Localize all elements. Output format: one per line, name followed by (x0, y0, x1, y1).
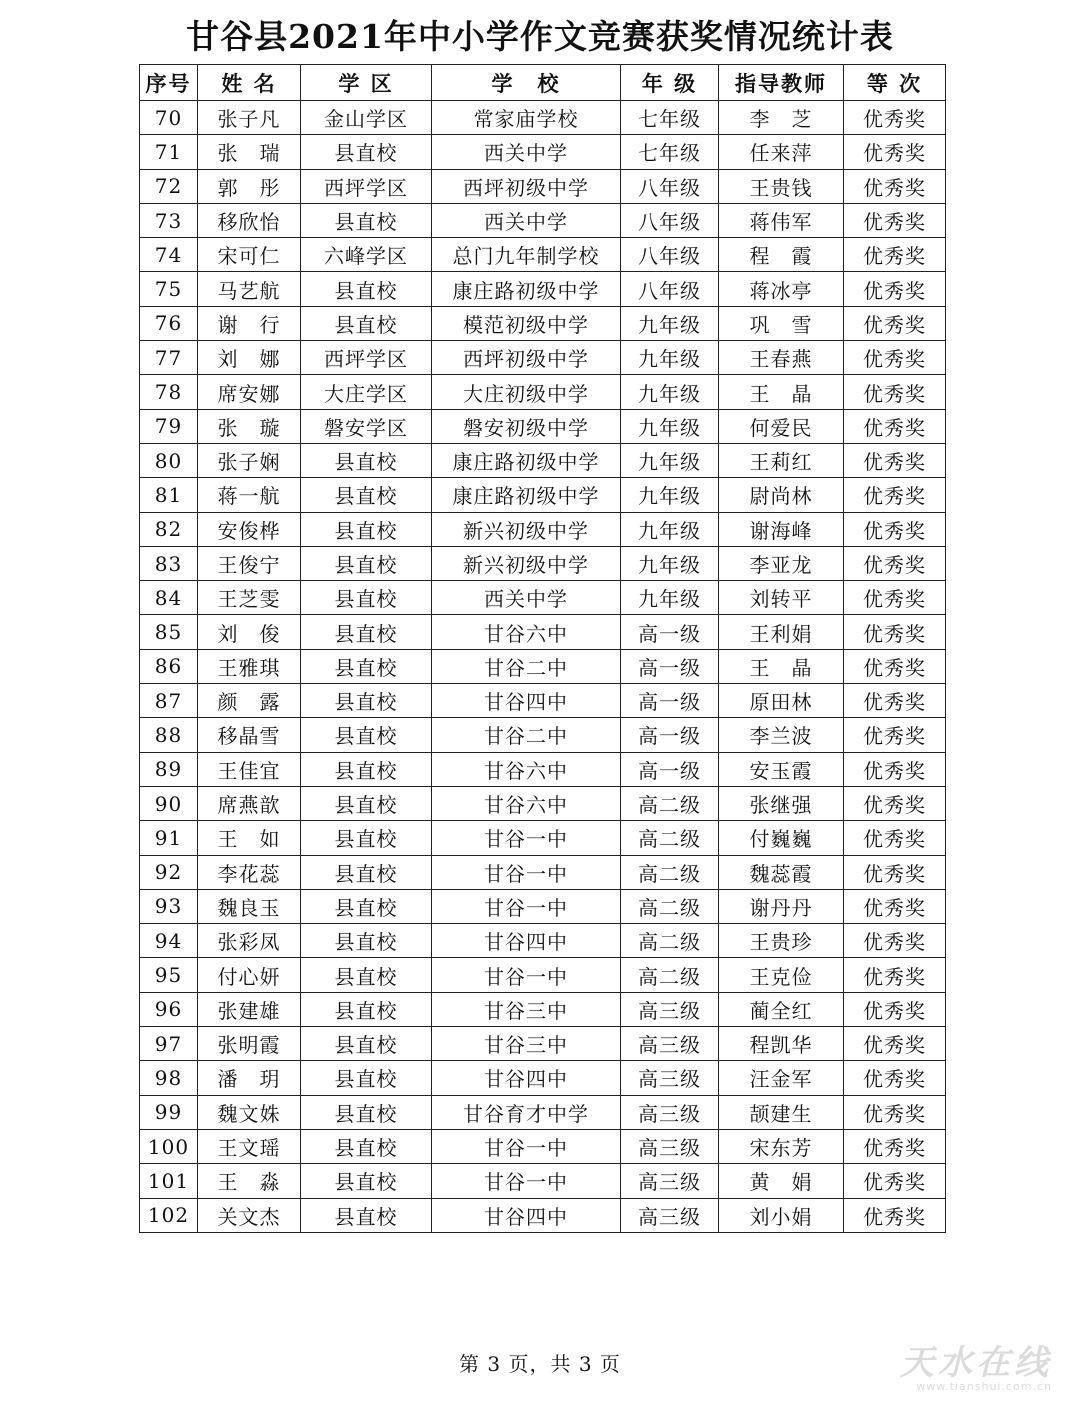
table-row (140, 306, 946, 340)
cell-district: 县直校 (301, 135, 432, 169)
cell-name: 王俊宁 (198, 546, 301, 580)
cell-district: 县直校 (301, 1198, 432, 1232)
cell-index: 98 (140, 1061, 198, 1095)
cell-grade: 高一级 (621, 684, 719, 718)
table-row (140, 238, 946, 272)
page-title: 甘谷县2021年中小学作文竞赛获奖情况统计表 (186, 17, 894, 56)
cell-index: 96 (140, 992, 198, 1026)
cell-grade: 高一级 (621, 615, 719, 649)
cell-index: 90 (140, 786, 198, 820)
cell-index: 85 (140, 615, 198, 649)
cell-school: 甘谷三中 (432, 1027, 621, 1061)
cell-award: 优秀奖 (844, 341, 946, 375)
cell-name: 马艺航 (198, 272, 301, 306)
cell-teacher: 安玉霞 (719, 752, 844, 786)
cell-grade: 九年级 (621, 341, 719, 375)
cell-teacher: 王春燕 (719, 341, 844, 375)
table-row (140, 409, 946, 443)
table-header-row (140, 65, 946, 101)
table-row (140, 375, 946, 409)
cell-district: 县直校 (301, 684, 432, 718)
cell-grade: 八年级 (621, 203, 719, 237)
cell-index: 72 (140, 169, 198, 203)
cell-teacher: 李亚龙 (719, 546, 844, 580)
cell-school: 甘谷一中 (432, 889, 621, 923)
cell-district: 县直校 (301, 1061, 432, 1095)
cell-index: 102 (140, 1198, 198, 1232)
cell-name: 王文瑶 (198, 1129, 301, 1163)
cell-district: 县直校 (301, 581, 432, 615)
cell-district: 西坪学区 (301, 341, 432, 375)
cell-teacher: 原田林 (719, 684, 844, 718)
cell-award: 优秀奖 (844, 1095, 946, 1129)
cell-grade: 高三级 (621, 1095, 719, 1129)
cell-teacher: 黄 娟 (719, 1164, 844, 1198)
cell-name: 刘 娜 (198, 341, 301, 375)
cell-school: 甘谷六中 (432, 615, 621, 649)
cell-district: 县直校 (301, 649, 432, 683)
cell-index: 70 (140, 101, 198, 135)
cell-grade: 高一级 (621, 718, 719, 752)
page-footer: 第 3 页，共 3 页 (459, 1352, 621, 1376)
cell-district: 县直校 (301, 992, 432, 1026)
cell-district: 县直校 (301, 512, 432, 546)
cell-teacher: 蒋冰亭 (719, 272, 844, 306)
cell-grade: 九年级 (621, 375, 719, 409)
cell-school: 新兴初级中学 (432, 546, 621, 580)
cell-district: 县直校 (301, 924, 432, 958)
cell-name: 张彩凤 (198, 924, 301, 958)
table-row (140, 272, 946, 306)
cell-school: 甘谷一中 (432, 958, 621, 992)
cell-award: 优秀奖 (844, 786, 946, 820)
cell-name: 张 璇 (198, 409, 301, 443)
cell-name: 王佳宜 (198, 752, 301, 786)
cell-school: 甘谷二中 (432, 649, 621, 683)
cell-award: 优秀奖 (844, 409, 946, 443)
watermark-text: 天水在线 (900, 1343, 1052, 1383)
table-row (140, 512, 946, 546)
cell-award: 优秀奖 (844, 752, 946, 786)
cell-teacher: 任来萍 (719, 135, 844, 169)
cell-name: 张明霞 (198, 1027, 301, 1061)
cell-grade: 九年级 (621, 546, 719, 580)
cell-teacher: 王 晶 (719, 649, 844, 683)
cell-index: 75 (140, 272, 198, 306)
cell-school: 常家庙学校 (432, 101, 621, 135)
cell-school: 模范初级中学 (432, 306, 621, 340)
cell-name: 王 淼 (198, 1164, 301, 1198)
cell-district: 县直校 (301, 443, 432, 477)
cell-award: 优秀奖 (844, 1164, 946, 1198)
cell-teacher: 王莉红 (719, 443, 844, 477)
cell-award: 优秀奖 (844, 889, 946, 923)
cell-name: 移欣怡 (198, 203, 301, 237)
cell-name: 谢 行 (198, 306, 301, 340)
cell-district: 县直校 (301, 546, 432, 580)
cell-index: 100 (140, 1129, 198, 1163)
cell-district: 县直校 (301, 1027, 432, 1061)
cell-grade: 九年级 (621, 581, 719, 615)
cell-index: 81 (140, 478, 198, 512)
cell-index: 89 (140, 752, 198, 786)
cell-award: 优秀奖 (844, 992, 946, 1026)
cell-name: 席燕歆 (198, 786, 301, 820)
cell-school: 新兴初级中学 (432, 512, 621, 546)
cell-award: 优秀奖 (844, 924, 946, 958)
cell-grade: 九年级 (621, 306, 719, 340)
cell-district: 六峰学区 (301, 238, 432, 272)
cell-award: 优秀奖 (844, 101, 946, 135)
watermark-url: www.tianshui.com.cn (916, 1380, 1052, 1393)
cell-school: 西关中学 (432, 135, 621, 169)
cell-teacher: 刘转平 (719, 581, 844, 615)
cell-name: 张子娴 (198, 443, 301, 477)
cell-index: 97 (140, 1027, 198, 1061)
table-row (140, 1095, 946, 1129)
cell-name: 李花蕊 (198, 855, 301, 889)
cell-grade: 八年级 (621, 238, 719, 272)
cell-index: 83 (140, 546, 198, 580)
cell-name: 移晶雪 (198, 718, 301, 752)
cell-award: 优秀奖 (844, 1198, 946, 1232)
cell-name: 张 瑞 (198, 135, 301, 169)
cell-grade: 高三级 (621, 1198, 719, 1232)
cell-school: 康庄路初级中学 (432, 478, 621, 512)
cell-grade: 八年级 (621, 169, 719, 203)
table-row (140, 649, 946, 683)
cell-district: 县直校 (301, 958, 432, 992)
cell-name: 魏良玉 (198, 889, 301, 923)
header-district: 学 区 (301, 65, 432, 101)
cell-grade: 高二级 (621, 924, 719, 958)
header-school: 学 校 (432, 65, 621, 101)
cell-index: 101 (140, 1164, 198, 1198)
cell-grade: 高三级 (621, 1164, 719, 1198)
cell-teacher: 谢丹丹 (719, 889, 844, 923)
cell-teacher: 宋东芳 (719, 1129, 844, 1163)
award-table (139, 64, 946, 1233)
table-row (140, 889, 946, 923)
cell-award: 优秀奖 (844, 855, 946, 889)
table-row (140, 1129, 946, 1163)
table-row (140, 718, 946, 752)
cell-teacher: 程 霞 (719, 238, 844, 272)
table-row (140, 1164, 946, 1198)
table-row (140, 169, 946, 203)
table-row (140, 821, 946, 855)
cell-school: 甘谷一中 (432, 1164, 621, 1198)
table-row (140, 958, 946, 992)
cell-school: 甘谷六中 (432, 752, 621, 786)
cell-name: 宋可仁 (198, 238, 301, 272)
table-row (140, 443, 946, 477)
cell-school: 甘谷四中 (432, 924, 621, 958)
cell-index: 74 (140, 238, 198, 272)
table-row (140, 101, 946, 135)
cell-school: 大庄初级中学 (432, 375, 621, 409)
cell-grade: 高二级 (621, 786, 719, 820)
cell-grade: 高二级 (621, 958, 719, 992)
header-grade: 年 级 (621, 65, 719, 101)
cell-name: 张建雄 (198, 992, 301, 1026)
table-row (140, 752, 946, 786)
cell-district: 县直校 (301, 821, 432, 855)
cell-grade: 高三级 (621, 1027, 719, 1061)
cell-award: 优秀奖 (844, 478, 946, 512)
cell-award: 优秀奖 (844, 581, 946, 615)
cell-name: 刘 俊 (198, 615, 301, 649)
cell-grade: 七年级 (621, 101, 719, 135)
cell-name: 蒋一航 (198, 478, 301, 512)
cell-school: 甘谷一中 (432, 855, 621, 889)
cell-school: 西坪初级中学 (432, 341, 621, 375)
cell-award: 优秀奖 (844, 1129, 946, 1163)
cell-teacher: 颉建生 (719, 1095, 844, 1129)
cell-award: 优秀奖 (844, 203, 946, 237)
cell-award: 优秀奖 (844, 718, 946, 752)
cell-grade: 高一级 (621, 649, 719, 683)
cell-grade: 高二级 (621, 855, 719, 889)
cell-grade: 高二级 (621, 889, 719, 923)
cell-teacher: 谢海峰 (719, 512, 844, 546)
cell-grade: 九年级 (621, 443, 719, 477)
cell-teacher: 蔺全红 (719, 992, 844, 1026)
cell-school: 总门九年制学校 (432, 238, 621, 272)
cell-grade: 高三级 (621, 992, 719, 1026)
cell-school: 甘谷二中 (432, 718, 621, 752)
cell-district: 金山学区 (301, 101, 432, 135)
cell-district: 县直校 (301, 1164, 432, 1198)
cell-district: 县直校 (301, 786, 432, 820)
table-body (140, 101, 946, 1233)
cell-grade: 九年级 (621, 512, 719, 546)
table-row (140, 684, 946, 718)
table-row (140, 203, 946, 237)
cell-name: 王芝雯 (198, 581, 301, 615)
cell-teacher: 程凯华 (719, 1027, 844, 1061)
watermark-logo (858, 1335, 1058, 1393)
cell-grade: 七年级 (621, 135, 719, 169)
cell-award: 优秀奖 (844, 512, 946, 546)
table-row (140, 855, 946, 889)
table-row (140, 341, 946, 375)
table-row (140, 546, 946, 580)
cell-index: 94 (140, 924, 198, 958)
cell-award: 优秀奖 (844, 1061, 946, 1095)
cell-index: 95 (140, 958, 198, 992)
cell-teacher: 汪金军 (719, 1061, 844, 1095)
cell-award: 优秀奖 (844, 443, 946, 477)
cell-name: 郭 彤 (198, 169, 301, 203)
cell-teacher: 巩 雪 (719, 306, 844, 340)
cell-index: 99 (140, 1095, 198, 1129)
cell-index: 71 (140, 135, 198, 169)
header-award: 等 次 (844, 65, 946, 101)
cell-index: 87 (140, 684, 198, 718)
table-row (140, 786, 946, 820)
cell-award: 优秀奖 (844, 821, 946, 855)
cell-district: 县直校 (301, 1095, 432, 1129)
cell-index: 91 (140, 821, 198, 855)
header-index: 序号 (140, 65, 198, 101)
cell-teacher: 王贵珍 (719, 924, 844, 958)
cell-award: 优秀奖 (844, 306, 946, 340)
cell-teacher: 何爱民 (719, 409, 844, 443)
table-row (140, 478, 946, 512)
cell-award: 优秀奖 (844, 546, 946, 580)
cell-teacher: 蒋伟军 (719, 203, 844, 237)
cell-school: 甘谷一中 (432, 821, 621, 855)
cell-district: 西坪学区 (301, 169, 432, 203)
cell-district: 县直校 (301, 615, 432, 649)
cell-school: 甘谷六中 (432, 786, 621, 820)
cell-school: 甘谷四中 (432, 684, 621, 718)
cell-grade: 九年级 (621, 409, 719, 443)
cell-school: 西关中学 (432, 203, 621, 237)
cell-district: 县直校 (301, 718, 432, 752)
cell-award: 优秀奖 (844, 649, 946, 683)
cell-name: 王雅琪 (198, 649, 301, 683)
cell-grade: 八年级 (621, 272, 719, 306)
cell-district: 县直校 (301, 889, 432, 923)
table-row (140, 924, 946, 958)
cell-name: 魏文姝 (198, 1095, 301, 1129)
cell-index: 80 (140, 443, 198, 477)
cell-teacher: 付巍巍 (719, 821, 844, 855)
cell-award: 优秀奖 (844, 169, 946, 203)
cell-name: 席安娜 (198, 375, 301, 409)
cell-teacher: 魏蕊霞 (719, 855, 844, 889)
cell-index: 78 (140, 375, 198, 409)
cell-award: 优秀奖 (844, 375, 946, 409)
cell-award: 优秀奖 (844, 684, 946, 718)
cell-district: 县直校 (301, 1129, 432, 1163)
cell-index: 92 (140, 855, 198, 889)
cell-teacher: 王贵钱 (719, 169, 844, 203)
cell-school: 甘谷三中 (432, 992, 621, 1026)
cell-teacher: 王 晶 (719, 375, 844, 409)
cell-grade: 高三级 (621, 1129, 719, 1163)
cell-school: 磐安初级中学 (432, 409, 621, 443)
cell-name: 张子凡 (198, 101, 301, 135)
cell-school: 甘谷四中 (432, 1198, 621, 1232)
header-teacher: 指导教师 (719, 65, 844, 101)
cell-index: 88 (140, 718, 198, 752)
cell-grade: 九年级 (621, 478, 719, 512)
table-row (140, 1198, 946, 1232)
cell-district: 县直校 (301, 752, 432, 786)
cell-teacher: 王利娟 (719, 615, 844, 649)
cell-award: 优秀奖 (844, 135, 946, 169)
cell-award: 优秀奖 (844, 238, 946, 272)
cell-index: 93 (140, 889, 198, 923)
cell-district: 县直校 (301, 203, 432, 237)
cell-district: 县直校 (301, 306, 432, 340)
cell-award: 优秀奖 (844, 1027, 946, 1061)
cell-name: 颜 露 (198, 684, 301, 718)
cell-grade: 高三级 (621, 1061, 719, 1095)
cell-school: 甘谷一中 (432, 1129, 621, 1163)
cell-grade: 高一级 (621, 752, 719, 786)
cell-district: 磐安学区 (301, 409, 432, 443)
table-row (140, 615, 946, 649)
cell-school: 甘谷四中 (432, 1061, 621, 1095)
cell-name: 安俊桦 (198, 512, 301, 546)
cell-index: 79 (140, 409, 198, 443)
cell-grade: 高二级 (621, 821, 719, 855)
table-row (140, 992, 946, 1026)
cell-teacher: 李 芝 (719, 101, 844, 135)
cell-award: 优秀奖 (844, 958, 946, 992)
cell-district: 县直校 (301, 272, 432, 306)
cell-teacher: 尉尚林 (719, 478, 844, 512)
cell-school: 西坪初级中学 (432, 169, 621, 203)
cell-name: 付心妍 (198, 958, 301, 992)
cell-index: 84 (140, 581, 198, 615)
cell-index: 76 (140, 306, 198, 340)
cell-index: 86 (140, 649, 198, 683)
cell-teacher: 张继强 (719, 786, 844, 820)
cell-school: 康庄路初级中学 (432, 272, 621, 306)
cell-teacher: 王克俭 (719, 958, 844, 992)
table-row (140, 1027, 946, 1061)
cell-index: 77 (140, 341, 198, 375)
cell-district: 县直校 (301, 478, 432, 512)
table-row (140, 135, 946, 169)
cell-teacher: 刘小娟 (719, 1198, 844, 1232)
table-row (140, 581, 946, 615)
cell-teacher: 李兰波 (719, 718, 844, 752)
table-row (140, 1061, 946, 1095)
cell-name: 关文杰 (198, 1198, 301, 1232)
cell-school: 西关中学 (432, 581, 621, 615)
cell-district: 县直校 (301, 855, 432, 889)
cell-award: 优秀奖 (844, 272, 946, 306)
cell-index: 73 (140, 203, 198, 237)
cell-index: 82 (140, 512, 198, 546)
cell-name: 王 如 (198, 821, 301, 855)
header-name: 姓 名 (198, 65, 301, 101)
cell-school: 甘谷育才中学 (432, 1095, 621, 1129)
cell-school: 康庄路初级中学 (432, 443, 621, 477)
cell-district: 大庄学区 (301, 375, 432, 409)
cell-name: 潘 玥 (198, 1061, 301, 1095)
cell-award: 优秀奖 (844, 615, 946, 649)
